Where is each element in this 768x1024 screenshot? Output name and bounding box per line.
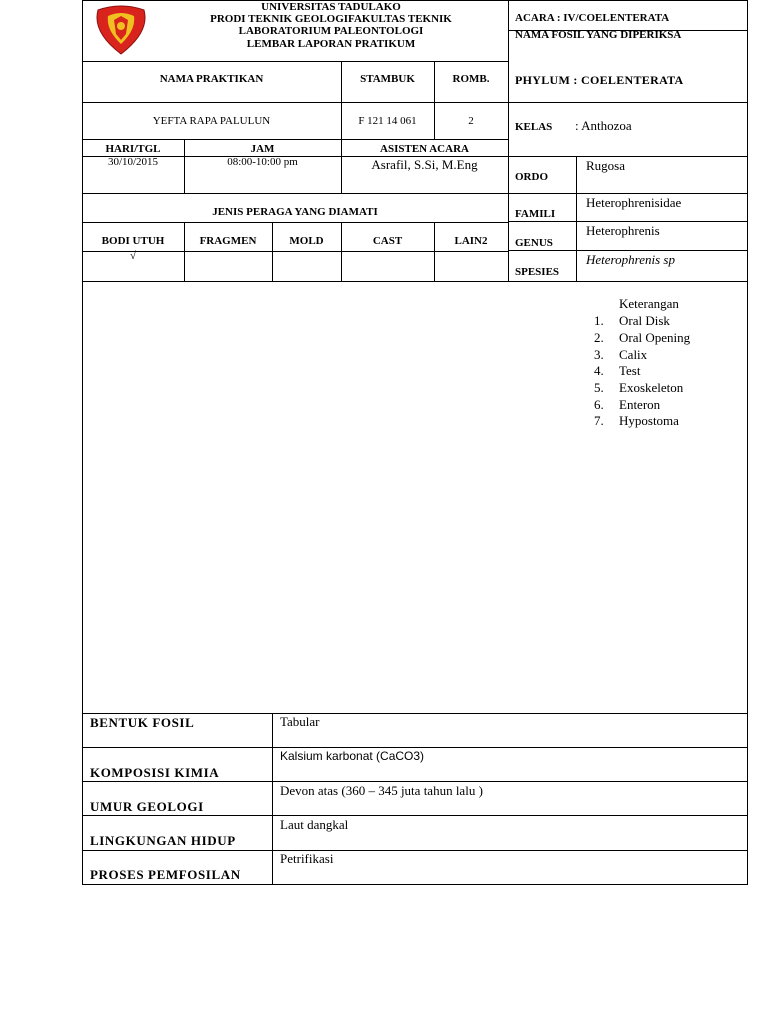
col-fragmen: FRAGMEN [199,235,257,247]
legend-item: Enteron [619,397,661,412]
legend-item: Hypostoma [619,413,679,428]
stambuk-value: F 121 14 061 [358,115,417,127]
university-name: UNIVERSITAS TADULAKO [261,1,401,13]
famili-value: Heterophrenisidae [586,195,682,210]
col-cast: CAST [372,235,403,247]
time-label: JAM [250,143,275,155]
university-logo [90,4,152,56]
detail-label-proses-pemfosilan: PROSES PEMFOSILAN [90,867,241,882]
prodi-name: PRODI TEKNIK GEOLOGIFAKULTAS TEKNIK [210,13,452,25]
romb-label: ROMB. [452,73,490,85]
detail-value-bentuk-fosil: Tabular [280,714,320,729]
famili-label: FAMILI [515,208,556,220]
detail-label-komposisi-kimia: KOMPOSISI KIMIA [90,765,220,780]
legend-number: 4. [594,363,604,378]
detail-value-lingkungan-hidup: Laut dangkal [280,817,349,832]
ordo-value: Rugosa [586,158,625,173]
spesies-label: SPESIES [515,266,560,278]
legend-number: 2. [594,330,604,345]
romb-value: 2 [468,115,474,127]
detail-label-lingkungan-hidup: LINGKUNGAN HIDUP [90,833,236,848]
legend-item: Exoskeleton [619,380,684,395]
time-value: 08:00-10:00 pm [227,156,298,168]
sheet-title: LEMBAR LAPORAN PRATIKUM [246,38,416,50]
legend-title: Keterangan [619,296,679,311]
fossil-name-label: NAMA FOSIL YANG DIPERIKSA [515,29,682,41]
spesies-value: Heterophrenis sp [586,252,675,267]
display-title: JENIS PERAGA YANG DIAMATI [212,206,378,218]
legend-item: Oral Opening [619,330,691,345]
detail-label-bentuk-fosil: BENTUK FOSIL [90,715,195,730]
legend-number: 3. [594,347,604,362]
student-name: YEFTA RAPA PALULUN [152,115,271,127]
detail-value-proses-pemfosilan: Petrifikasi [280,851,334,866]
legend-item: Oral Disk [619,313,670,328]
legend-number: 7. [594,413,604,428]
assistant-label: ASISTEN ACARA [380,143,469,155]
ordo-label: ORDO [515,171,548,183]
genus-value: Heterophrenis [586,223,660,238]
detail-label-umur-geologi: UMUR GEOLOGI [90,799,204,814]
stambuk-label: STAMBUK [360,73,415,85]
col-mold: MOLD [289,235,324,247]
detail-value-umur-geologi: Devon atas (360 – 345 juta tahun lalu ) [280,783,483,798]
date-label: HARI/TGL [105,143,161,155]
col-bodi-utuh: BODI UTUH [101,235,165,247]
genus-label: GENUS [515,237,553,249]
name-label: NAMA PRAKTIKAN [159,73,264,85]
legend-number: 1. [594,313,604,328]
acara-label: ACARA : IV/COELENTERATA [515,12,670,24]
legend-item: Calix [619,347,648,362]
phylum-label: PHYLUM : COELENTERATA [515,73,684,87]
kelas-label: KELAS [515,121,553,133]
col-lain2: LAIN2 [454,235,488,247]
assistant-value: Asrafil, S.Si, M.Eng [371,157,478,172]
lab-name: LABORATORIUM PALEONTOLOGI [238,25,424,37]
date-value: 30/10/2015 [107,156,159,168]
mark-bodi-utuh: √ [129,250,137,262]
legend-number: 6. [594,397,604,412]
kelas-value: : Anthozoa [575,118,632,133]
legend-item: Test [619,363,641,378]
legend-number: 5. [594,380,604,395]
detail-value-komposisi-kimia: Kalsium karbonat (CaCO3) [280,749,425,763]
